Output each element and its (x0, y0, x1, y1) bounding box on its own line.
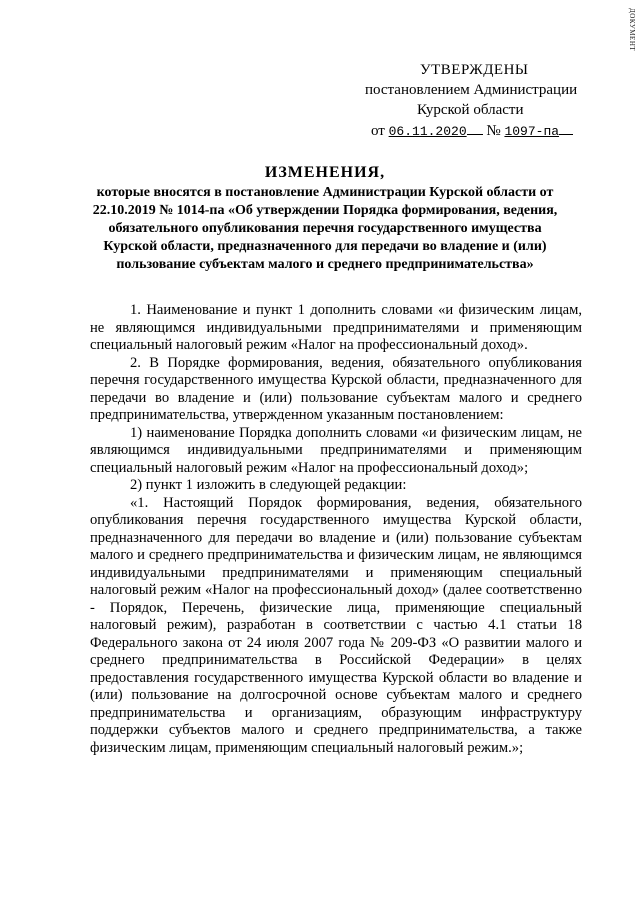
approval-issuer: постановлением Администрации (365, 82, 578, 98)
approval-number: 1097-па (504, 124, 560, 139)
heading-title: ИЗМЕНЕНИЯ, (264, 164, 386, 181)
number-prefix: № (486, 123, 501, 139)
approval-stamp (365, 60, 605, 142)
paragraph: 2) пункт 1 изложить в следующей редакции: (130, 477, 407, 493)
date-prefix: от (371, 123, 385, 139)
underline-gap (467, 120, 483, 135)
heading-subtitle: которые вносятся в постановление Администрации Курской области от 22.10.2019 № 1014-па «Об утверждении Порядка формирования, ведения, обязательного опубликования перечня государственного имущества Курской области, предназначенного для передачи во владение и (или) пользование субъектам малого и среднего предпринимательства» (92, 185, 558, 272)
approval-date-number (365, 120, 605, 142)
side-margin-mark: ДОКУМЕНТ (628, 8, 636, 52)
paragraph: 1. Наименование и пункт 1 дополнить словами «и физическим лицам, не являющимся индивидуальными предпринимателями и применяющим специальный налоговый режим «Налог на профессиональный доход». (90, 302, 582, 353)
paragraph: «1. Настоящий Порядок формирования, ведения, обязательного опубликования перечня государственного имущества Курской области, предназначенного для передачи во владение и (или) пользование субъектам малого и среднего предпринимательства и физическим лицам, не являющимся индивидуальными предпринимателями и применяющим специальный налоговый режим «Налог на профессиональный доход» (далее соответственно - Порядок, Перечень, физические лица, применяющие специальный налоговый режим), разработан в соответствии с частью 4.1 статьи 18 Федерального закона от 24 июля 2007 года № 209-ФЗ «О развитии малого и среднего предпринимательства в Российской Федерации» в целях предоставления государственного имущества Курской области во владение и (или) пользование на долгосрочной основе субъектам малого и среднего предпринимательства и организациям, образующим инфраструктуру поддержки субъектов малого и среднего предпринимательства, а также физическим лицам, применяющим специальный налоговый режим.»; (90, 494, 582, 756)
approval-date: 06.11.2020 (388, 124, 467, 139)
approval-title: УТВЕРЖДЕНЫ (420, 62, 529, 78)
document-body (90, 302, 582, 757)
underline-gap (559, 120, 573, 135)
approval-region: Курской области (417, 102, 524, 118)
paragraph: 2. В Порядке формирования, ведения, обязательного опубликования перечня государственного имущества Курской области, предназначенного для передачи во владение и (или) пользование субъектам малого и среднего предпринимательства, утвержденном указанным постановлением: (90, 354, 582, 423)
paragraph: 1) наименование Порядка дополнить словами «и физическим лицам, не являющимся индивидуальными предпринимателями и применяющим специальный налоговый режим «Налог на профессиональный доход»; (90, 424, 582, 476)
document-heading (90, 162, 560, 274)
